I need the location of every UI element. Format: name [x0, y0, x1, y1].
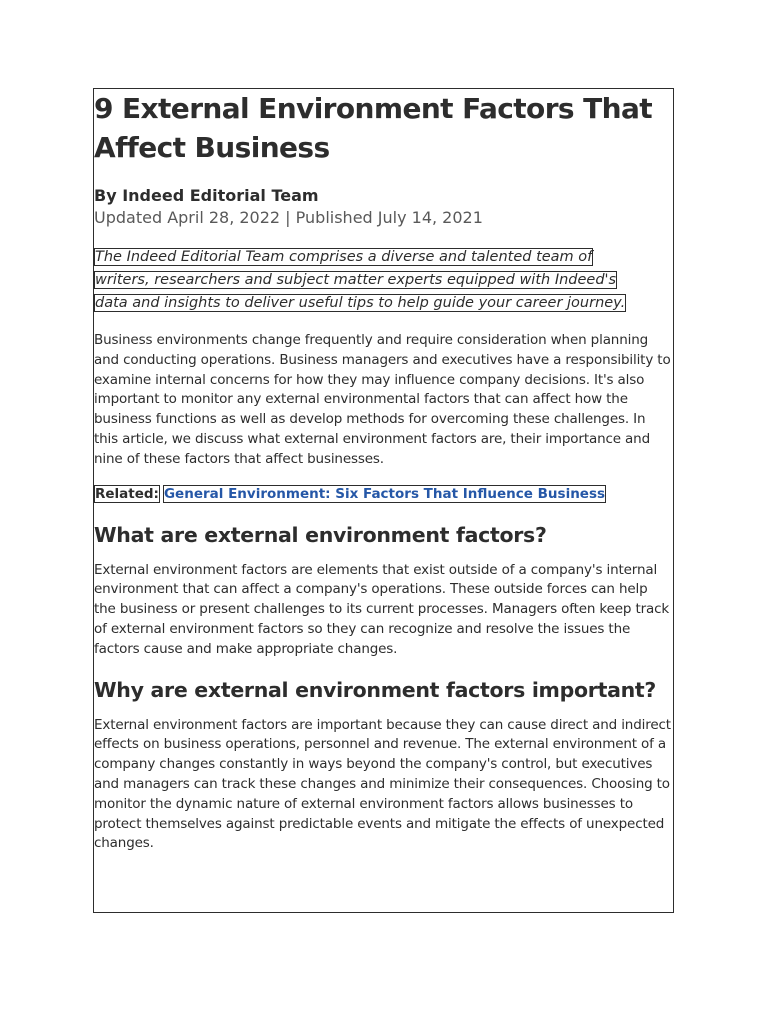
article-title: 9 External Environment Factors That Affect Business — [94, 92, 653, 164]
related-label: Related: — [95, 485, 159, 502]
section-heading-what: What are external environment factors? — [94, 522, 547, 547]
section-body-why: External environment factors are important because they can cause direct and indirect effects on business operations, personnel and revenue. The external environment of a company changes constantly in ways beyond the company's control, but executives and managers can track these changes and minimize their consequences. Choosing to monitor the dynamic nature of external environment factors allows businesses to protect themselves against predictable events and mitigate the effects of unexpected changes. — [94, 716, 671, 852]
intro-line-3: data and insights to deliver useful tips to help guide your career journey. — [95, 295, 626, 311]
section-body-what: External environment factors are elements that exist outside of a company's internal environment that can affect a company's operations. These outside forces can help the business or present challenges to its current processes. Managers often keep track of external environment factors so they can recognize and resolve the issues the factors cause and make appropriate changes. — [94, 561, 670, 657]
related-article — [94, 484, 673, 505]
intro-line-1: The Indeed Editorial Team comprises a diverse and talented team of — [95, 249, 593, 265]
editorial-intro — [94, 246, 673, 315]
author-byline[interactable]: By Indeed Editorial Team — [94, 186, 319, 205]
article-container — [93, 88, 674, 913]
related-link[interactable]: General Environment: Six Factors That Influence Business — [163, 485, 606, 502]
intro-paragraph: Business environments change frequently and require consideration when planning and conducting operations. Business managers and executives have a responsibility to examine internal concerns for how they may influence company decisions. It's also important to monitor any external environmental factors that can affect how the business functions as well as develop methods for overcoming these challenges. In this article, we discuss what external environment factors are, their importance and nine of these factors that affect businesses. — [94, 332, 671, 467]
intro-line-2: writers, researchers and subject matter experts equipped with Indeed's — [95, 272, 617, 288]
section-heading-why: Why are external environment factors important? — [94, 677, 657, 702]
publish-dates: Updated April 28, 2022 | Published July 14, 2021 — [94, 208, 483, 227]
